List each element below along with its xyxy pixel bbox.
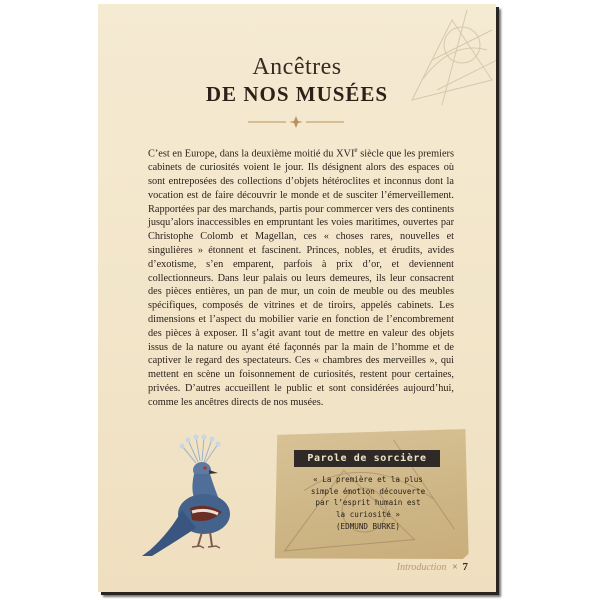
folio-separator: × xyxy=(452,562,458,573)
body-paragraph: C’est en Europe, dans la deuxième moitié du XVIe siècle que les premiers cabinets de curiosités voient le jour. Ils désignent alors des espaces où sont entreposées des collections d’objets hétéroclites et inconnus dont la vocation est de faire découvrir le monde et de susciter l’émerveillement. Rapportées par des marchands, partis pour commercer vers des continents jusqu’alors inaccessibles en empruntant les voies maritimes, ouvertes par Christophe Colomb et Magellan, ces « choses rares, nouvelles et singulières » étonnent et fascinent. Princes, nobles, et érudits, avides d’exotisme, s’en emparent, parfois à prix d’or, et deviennent collectionneurs. Dans leur palais ou leurs demeures, ils leur consacrent des pièces entières, un pan de mur, un coin de meuble ou des meubles spécifiques, composés de vitrines et de tiroirs, appelés cabinets. Les dimensions et l’aspect du mobilier varie en fonction de l’encombrement des pièces à exposer. Il s’agit avant tout de mettre en valeur des objets issus de la nature ou ayant été façonnés par la main de l’homme et de captiver le regard des spectateurs. Ces « chambres des merveilles », qui mettent en scène un foisonnement de curiosités, restent pour certaines, privées. D’autres accueillent le public et sont considérées aujourd’hui, comme les ancêtres directs de nos musées. xyxy=(148,146,454,408)
page-folio xyxy=(397,561,468,573)
century-suffix: e xyxy=(354,146,358,154)
title-line-1: Ancêtres xyxy=(252,54,342,80)
note-heading-badge: Parole de sorcière xyxy=(294,450,440,467)
book-page xyxy=(98,4,496,592)
title-divider-ornament-icon xyxy=(248,116,344,128)
folio-section: Introduction xyxy=(396,562,447,573)
quote-text: « La première et la plus simple émotion découverte par l’esprit humain est la curiosité » xyxy=(310,475,426,519)
century-numeral: XVI xyxy=(336,148,355,160)
title-line-2: DE NOS MUSÉES xyxy=(205,82,389,106)
crowned-pigeon-illustration xyxy=(130,432,280,567)
quote-author: (EDMUND BURKE) xyxy=(335,522,400,531)
page-number: 7 xyxy=(462,561,468,573)
